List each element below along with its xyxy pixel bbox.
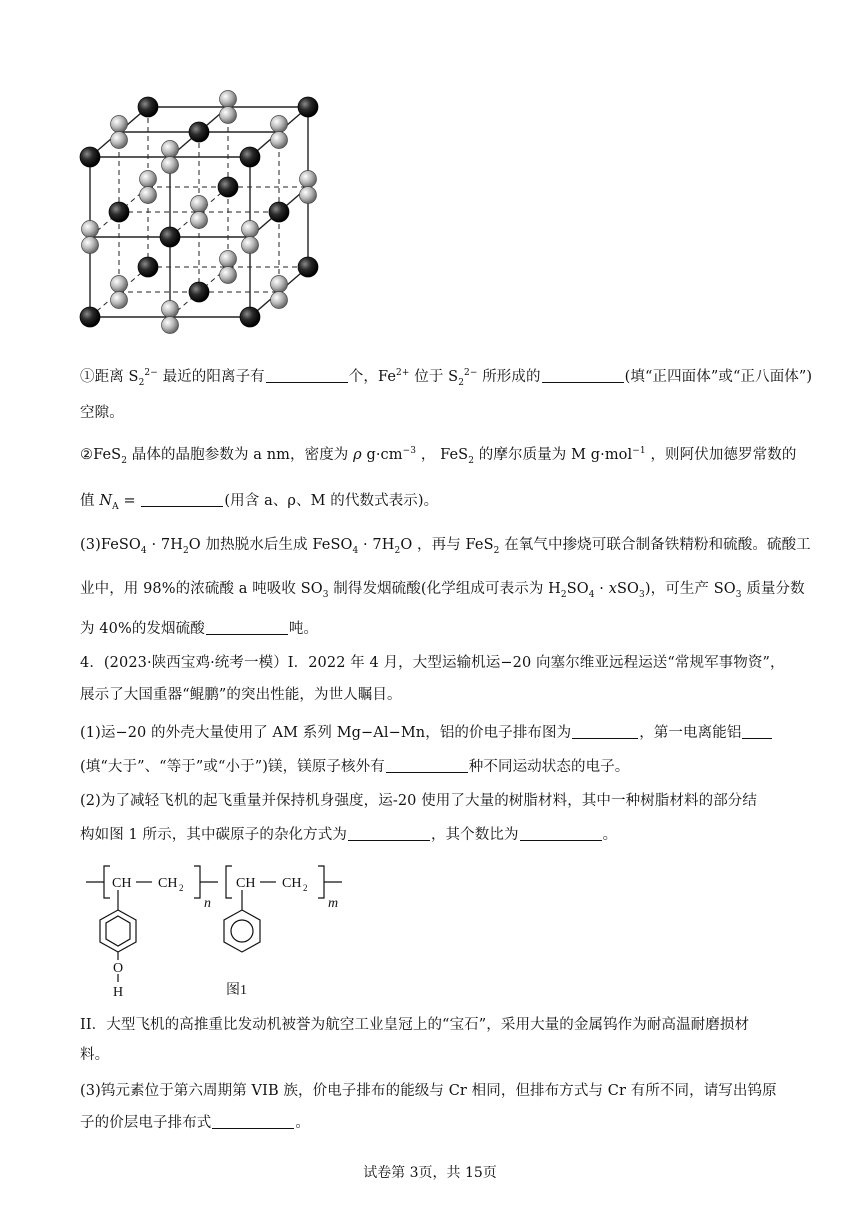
question-line: (2)为了减轻飞机的起飞重量并保持机身强度，运-20 使用了大量的树脂材料，其中一种树脂材料的部分结 [80,793,757,809]
page-footer: 试卷第 3页，共 15页 [363,1165,497,1181]
answer-blank[interactable] [141,490,223,507]
question-line: 构如图 1 所示，其中碳原子的杂化方式为 ，其个数比为 。 [80,824,780,846]
question-line: 业中，用 98%的浓硫酸 a 吨吸收 $SO_3$ 制得发烟硫酸(化学组成可表示为 $H_2SO_4 \cdot xSO_3$)，可生产 $SO_3$ 质量分数 [80,581,805,600]
answer-blank[interactable] [266,366,348,383]
cation-atom [138,97,158,117]
polymer-structure-figure [80,860,380,1010]
cation-atom [298,97,318,117]
answer-blank[interactable] [742,722,772,739]
anion-atom [242,221,259,238]
cation-atom [218,177,238,197]
cation-atom [240,147,260,167]
anion-atom [162,301,179,318]
cation-atom [269,202,289,222]
anion-atom [242,237,259,254]
cation-atom [298,257,318,277]
answer-blank[interactable] [348,824,430,841]
anion-atom [162,141,179,158]
anion-atom [220,251,237,268]
ch-label: CH [112,876,132,891]
anion-atom [191,212,208,229]
figure-caption: 图1 [226,983,247,998]
ch2-label: CH [282,876,302,891]
question-line: (3)FeSO$_4$ · $7H_2O$ 加热脱水后生成 FeSO$_4$ · $7H_2O$ ，再与 FeS$_2$ 在氧气中掺烧可联合制备铁精粉和硫酸。硫酸工 [80,537,811,556]
anion-atom [300,171,317,188]
anion-atom [191,196,208,213]
anion-atom [82,221,99,238]
cation-atom [189,122,209,142]
question-line: ①距离 $S_2^{2-}$ 最近的阳离子有 个，$Fe^{2+}$ 位于 $S_2^{2-}$ 所形成的 (填“正四面体”或“正八面体”) [80,366,780,388]
question-line: 值 $N_A$ = (用含 a、ρ、M 的代数式表示)。 [80,490,780,512]
anion-atom [111,276,128,293]
anion-atom [220,267,237,284]
ch2-subscript: 2 [303,883,308,893]
ch-label: CH [236,876,256,891]
cation-atom [80,147,100,167]
cation-atom [109,202,129,222]
crystal-lattice-figure [70,80,330,350]
anion-atom [300,187,317,204]
question-4-header: 4．(2023·陕西宝鸡·统考一模）I．2022 年 4 月，大型运输机运−20 向塞尔维亚远程运送“常规军事物资”， [80,655,785,671]
answer-blank[interactable] [572,722,638,739]
anion-atom [140,171,157,188]
hydrogen-label: H [113,985,124,1000]
question-line: (3)钨元素位于第六周期第 VIB 族，价电子排布的能级与 Cr 相同，但排布方式与 Cr 有所不同，请写出钨原 [80,1083,777,1099]
question-line: II．大型飞机的高推重比发动机被誉为航空工业皇冠上的“宝石”，采用大量的金属钨作为耐高温耐磨损材 [80,1017,750,1033]
question-line: (填“大于”、“等于”或“小于”)镁，镁原子核外有 种不同运动状态的电子。 [80,756,780,778]
anion-atom [162,317,179,334]
question-line: 为 40%的发烟硫酸 吨。 [80,618,780,640]
anion-atom [271,292,288,309]
cation-atom [189,282,209,302]
anion-atom [162,157,179,174]
cation-atom [240,307,260,327]
cation-atom [80,307,100,327]
answer-blank[interactable] [386,756,468,773]
repeat-n: n [204,896,211,911]
anion-atom [140,187,157,204]
question-line: 子的价层电子排布式 。 [80,1112,780,1134]
anion-atom [111,116,128,133]
anion-atom [111,292,128,309]
anion-atom [271,132,288,149]
answer-blank[interactable] [520,824,602,841]
question-line: 料。 [80,1047,110,1063]
anion-atom [82,237,99,254]
question-line: (1)运−20 的外壳大量使用了 AM 系列 Mg−Al−Mn，铝的价电子排布图为 ，第一电离能铝 [80,722,780,744]
question-line: ②FeS$_2$ 晶体的晶胞参数为 a nm，密度为 ρ $g\cdot cm^{-3}$ ， FeS$_2$ 的摩尔质量为 M g·mol$^{-1}$ ，则阿伏加德罗常数的 [80,446,797,466]
answer-blank[interactable] [206,618,288,635]
answer-blank[interactable] [212,1112,294,1129]
ch2-subscript: 2 [179,883,184,893]
anion-atom [271,276,288,293]
anion-atom [271,116,288,133]
question-line: 展示了大国重器“鲲鹏”的突出性能，为世人瞩目。 [80,687,402,703]
repeat-m: m [328,896,339,911]
anion-atom [111,132,128,149]
question-line: 空隙。 [80,405,124,421]
answer-blank[interactable] [542,366,624,383]
oxygen-label: O [113,961,124,976]
anion-atom [220,91,237,108]
anion-atom [220,107,237,124]
cation-atom [138,257,158,277]
cation-atom [160,227,180,247]
ch2-label: CH [158,876,178,891]
